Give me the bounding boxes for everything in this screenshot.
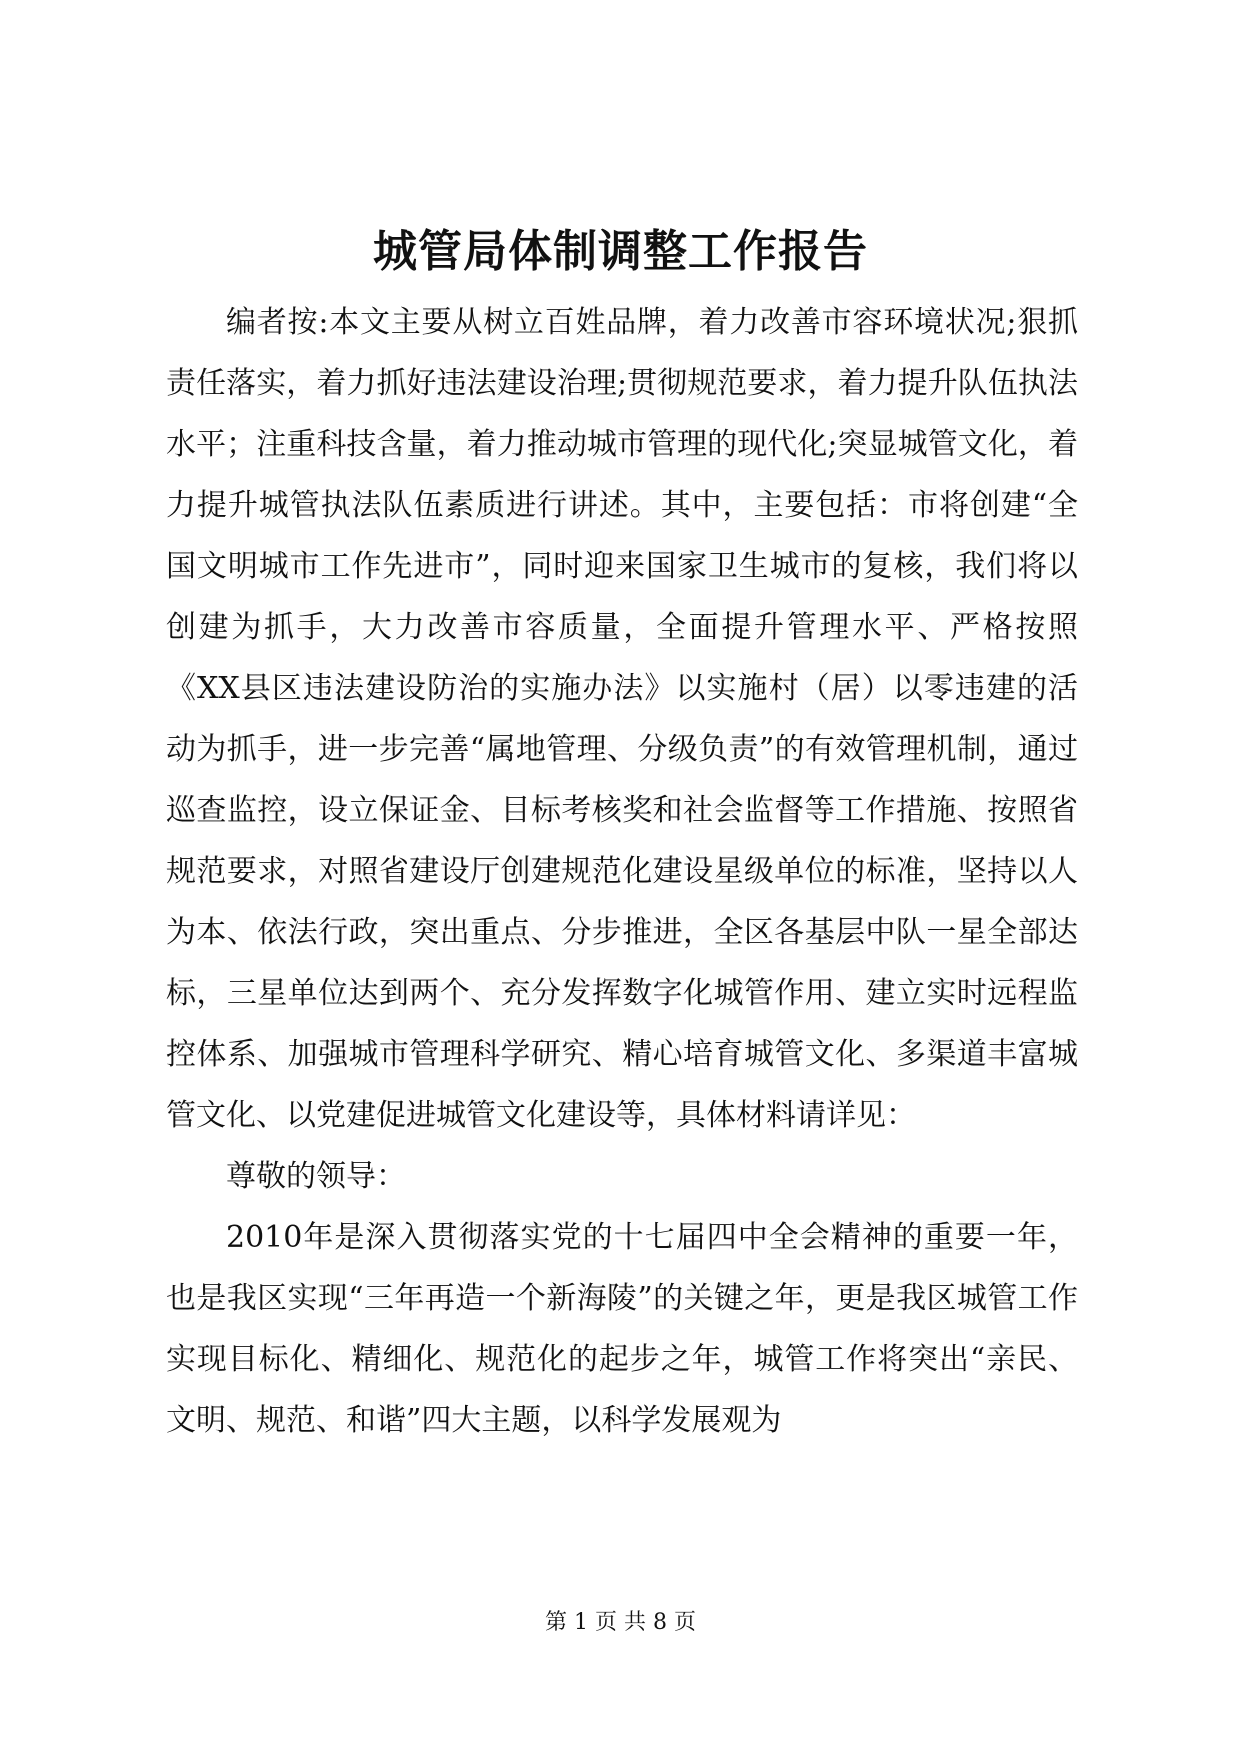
editor-note-paragraph: 编者按:本文主要从树立百姓品牌，着力改善市容环境状况;狠抓责任落实，着力抓好违法建设治理;贯彻规范要求，着力提升队伍执法水平；注重科技含量，着力推动城市管理的现代化;突显城管文化，着力提升城管执法队伍素质进行讲述。其中，主要包括：市将创建“全国文明城市工作先进市”，同时迎来国家卫生城市的复核，我们将以创建为抓手，大力改善市容质量，全面提升管理水平、严格按照《XX县区违法建设防治的实施办法》以实施村（居）以零违建的活动为抓手，进一步完善“属地管理、分级负责”的有效管理机制，通过巡查监控，设立保证金、目标考核奖和社会监督等工作措施、按照省规范要求，对照省建设厅创建规范化建设星级单位的标准，坚持以人为本、依法行政，突出重点、分步推进，全区各基层中队一星全部达标，三星单位达到两个、充分发挥数字化城管作用、建立实时远程监控体系、加强城市管理科学研究、精心培育城管文化、多渠道丰富城管文化、以党建促进城管文化建设等，具体材料请详见： <box>166 305 1078 1133</box>
page-number-footer: 第 1 页 共 8 页 <box>545 1610 696 1635</box>
document-body <box>166 292 1078 1451</box>
salutation-paragraph: 尊敬的领导： <box>226 1159 406 1194</box>
document-title: 城管局体制调整工作报告 <box>373 226 868 277</box>
body-paragraph: 2010年是深入贯彻落实党的十七届四中全会精神的重要一年，也是我区实现“三年再造一个新海陵”的关键之年，更是我区城管工作实现目标化、精细化、规范化的起步之年，城管工作将突出“亲民、文明、规范、和谐”四大主题，以科学发展观为 <box>166 1220 1078 1438</box>
